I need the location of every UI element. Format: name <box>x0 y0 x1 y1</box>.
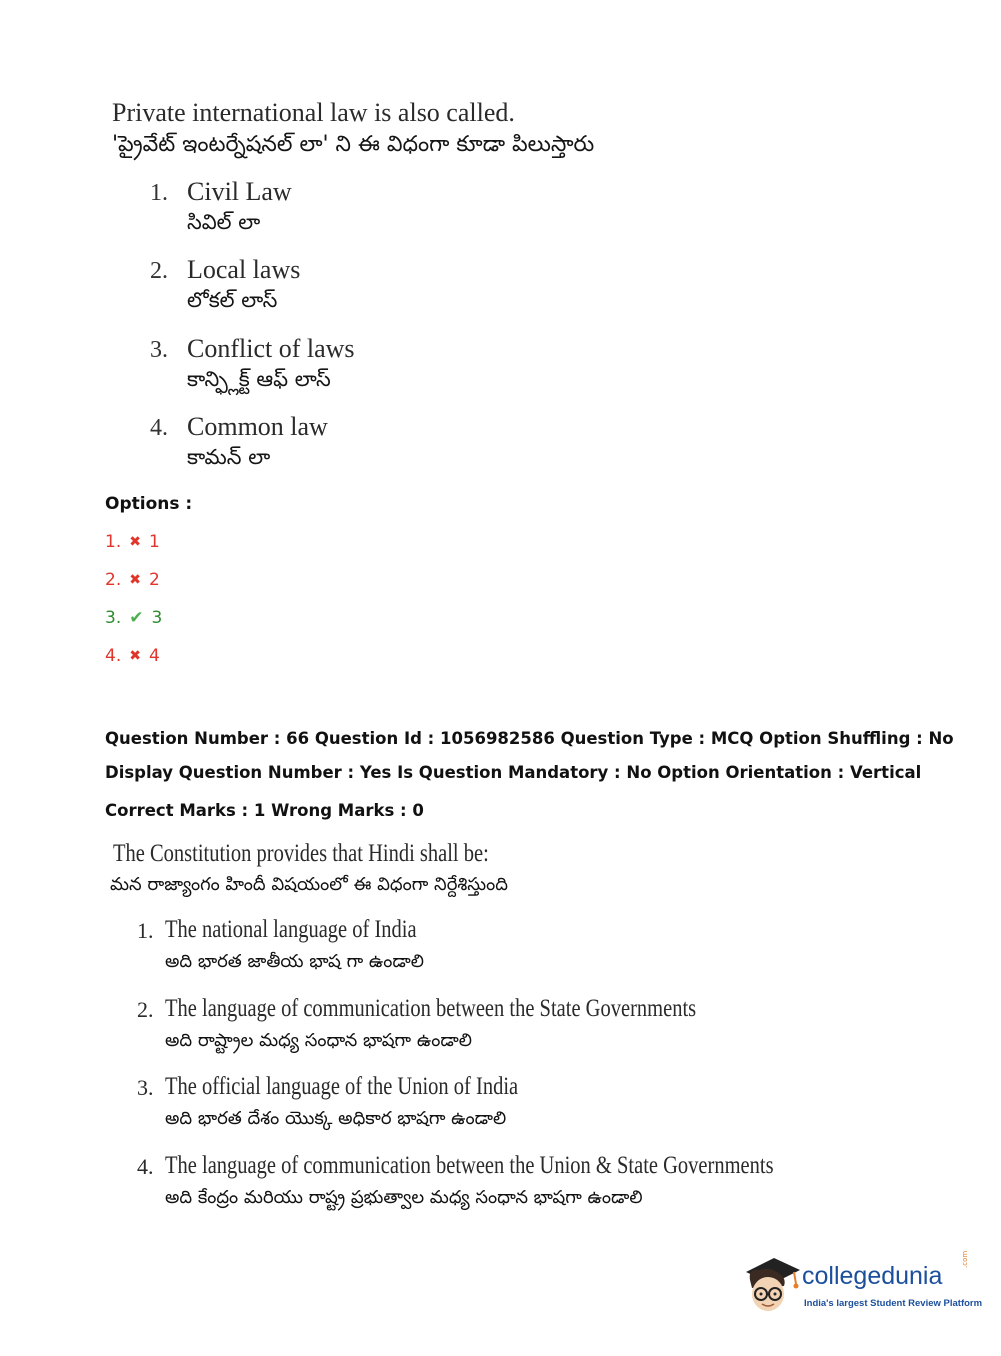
answer-option-3 <box>105 608 162 628</box>
option-number: 4. <box>150 415 168 441</box>
answer-value: 3 <box>151 608 163 628</box>
question-text-telugu: మన రాజ్యాంగం హిందీ విషయంలో ఈ విధంగా నిర్దేశిస్తుంది <box>110 874 508 895</box>
option-number: 3. <box>150 337 168 363</box>
question-text-telugu: 'ప్రైవేట్ ఇంటర్నేషనల్ లా' ని ఈ విధంగా కూడా పిలుస్తారు <box>112 132 595 157</box>
cross-icon: ✖ <box>129 534 141 550</box>
option-text-english: The official language of the Union of India <box>165 1073 519 1100</box>
option-number: 2. <box>137 997 154 1022</box>
option-number: 3. <box>137 1075 154 1100</box>
option-number: 1. <box>150 180 168 206</box>
option-text-english: The language of communication between the Union & State Governments <box>165 1152 774 1179</box>
option-text-english: Common law <box>187 412 328 441</box>
answer-index: 4. <box>105 646 122 666</box>
option-number: 1. <box>137 918 154 943</box>
brand-logo-text: collegedunia <box>802 1262 943 1290</box>
question-metadata-line: Display Question Number : Yes Is Question Mandatory : No Option Orientation : Vertical <box>105 763 922 782</box>
answer-value: 2 <box>148 570 160 590</box>
answer-value: 1 <box>148 532 160 552</box>
option-text-telugu: కామన్ లా <box>187 445 271 469</box>
question-text-english: The Constitution provides that Hindi shall be: <box>113 840 489 867</box>
option-text-english: The language of communication between the State Governments <box>165 995 697 1022</box>
option-number: 2. <box>150 258 168 284</box>
cross-icon: ✖ <box>129 572 141 588</box>
option-number: 4. <box>137 1154 154 1179</box>
marks-info: Correct Marks : 1 Wrong Marks : 0 <box>105 801 424 820</box>
option-text-english: Conflict of laws <box>187 334 355 363</box>
option-text-english: The national language of India <box>165 916 417 943</box>
answer-option-2 <box>105 570 160 590</box>
answer-value: 4 <box>148 646 160 666</box>
option-text-telugu: కాన్ఫ్లిక్ట్ ఆఫ్ లాస్ <box>187 367 331 391</box>
option-text-telugu: అది కేంద్రం మరియు రాష్ట్ర ప్రభుత్వాల మధ్య సంధాన భాషగా ఉండాలి <box>165 1187 643 1208</box>
answer-option-1 <box>105 532 160 552</box>
brand-tagline: India's largest Student Review Platform <box>804 1298 983 1309</box>
question-text-english: Private international law is also called. <box>112 98 515 127</box>
question-metadata-line: Question Number : 66 Question Id : 1056982586 Question Type : MCQ Option Shuffling : No <box>105 729 954 748</box>
option-text-telugu: అది భారత జాతీయ భాష గా ఉండాలి <box>165 951 424 972</box>
option-text-english: Local laws <box>187 255 301 284</box>
cross-icon: ✖ <box>129 648 141 664</box>
option-text-telugu: లోకల్ లాస్ <box>187 288 278 312</box>
answer-index: 3. <box>105 608 122 628</box>
option-text-telugu: అది రాష్ట్రాల మధ్య సంధాన భాషగా ఉండాలి <box>165 1030 472 1051</box>
check-icon: ✔ <box>129 608 144 628</box>
answer-index: 2. <box>105 570 122 590</box>
option-text-telugu: అది భారత దేశం యొక్క అధికార భాషగా ఉండాలి <box>165 1108 507 1129</box>
answer-index: 1. <box>105 532 122 552</box>
options-heading: Options : <box>105 494 193 514</box>
answer-option-4 <box>105 646 160 666</box>
option-text-telugu: సివిల్ లా <box>187 210 261 234</box>
brand-logo-domain: .com <box>961 1250 969 1268</box>
option-text-english: Civil Law <box>187 177 292 206</box>
graduate-mascot-icon <box>742 1250 802 1320</box>
